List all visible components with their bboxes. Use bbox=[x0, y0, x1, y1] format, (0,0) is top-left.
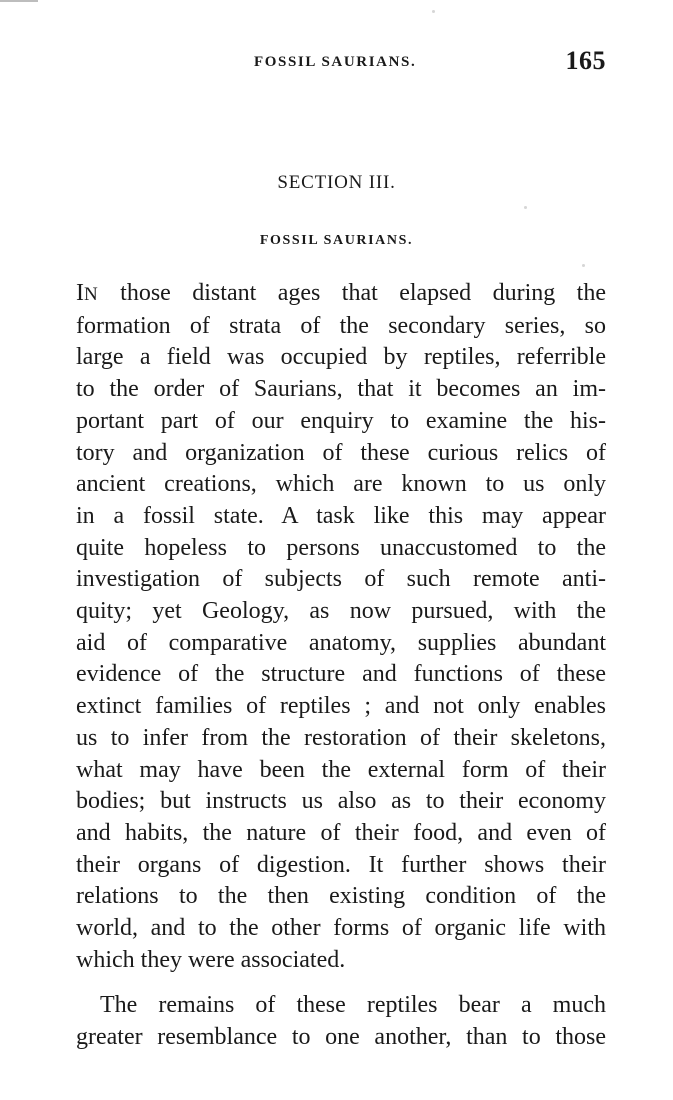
text-line: and habits, the nature of their food, and even of bbox=[76, 819, 606, 846]
text-line: in a fossil state. A task like this may appear bbox=[76, 502, 606, 529]
running-title: FOSSIL SAURIANS. bbox=[254, 54, 417, 70]
paragraph-1 bbox=[76, 278, 606, 976]
paper-speck bbox=[582, 264, 585, 267]
text-line: investigation of subjects of such remote anti- bbox=[76, 566, 606, 593]
page-number: 165 bbox=[565, 46, 606, 75]
text-line: what may have been the external form of their bbox=[76, 756, 606, 783]
section-heading: SECTION III. bbox=[277, 172, 396, 193]
paper-speck bbox=[524, 206, 527, 209]
text-line: to the order of Saurians, that it becomes an im- bbox=[76, 376, 606, 403]
text-line: greater resemblance to one another, than to those bbox=[76, 1024, 606, 1051]
text-line: ancient creations, which are known to us only bbox=[76, 471, 606, 498]
text-line: portant part of our enquiry to examine the his- bbox=[76, 407, 606, 434]
text-line: extinct families of reptiles ; and not only enables bbox=[76, 693, 606, 720]
paragraph-gap bbox=[76, 976, 606, 990]
body-text bbox=[76, 278, 606, 1054]
text-line: The remains of these reptiles bear a much bbox=[100, 992, 606, 1019]
text-line: evidence of the structure and functions of these bbox=[76, 661, 606, 688]
text-line: tory and organization of these curious relics of bbox=[76, 439, 606, 466]
dropcap-initial: I bbox=[76, 280, 84, 306]
text-line: large a field was occupied by reptiles, referrible bbox=[76, 344, 606, 371]
section-subheading: FOSSIL SAURIANS. bbox=[259, 233, 414, 248]
text-line: us to infer from the restoration of their skeletons, bbox=[76, 724, 606, 751]
page-corner-mark bbox=[0, 0, 38, 2]
text-line: which they were associated. bbox=[76, 946, 346, 973]
dropcap-smallcaps: N bbox=[84, 284, 99, 305]
text-line: aid of comparative anatomy, supplies abundant bbox=[76, 629, 606, 656]
text-line: world, and to the other forms of organic life with bbox=[76, 915, 606, 942]
paragraph-2 bbox=[76, 990, 606, 1053]
text-line: bodies; but instructs us also as to their economy bbox=[76, 788, 606, 815]
text-line: their organs of digestion. It further shows their bbox=[76, 851, 606, 878]
paper-speck bbox=[432, 10, 435, 13]
text-line: IN those distant ages that elapsed during the bbox=[76, 280, 607, 306]
text-line: formation of strata of the secondary series, so bbox=[76, 312, 606, 339]
text-line: quite hopeless to persons unaccustomed to the bbox=[76, 534, 606, 561]
running-header bbox=[76, 46, 606, 82]
text-line: quity; yet Geology, as now pursued, with the bbox=[76, 598, 606, 625]
text-line: relations to the then existing condition of the bbox=[76, 883, 606, 910]
